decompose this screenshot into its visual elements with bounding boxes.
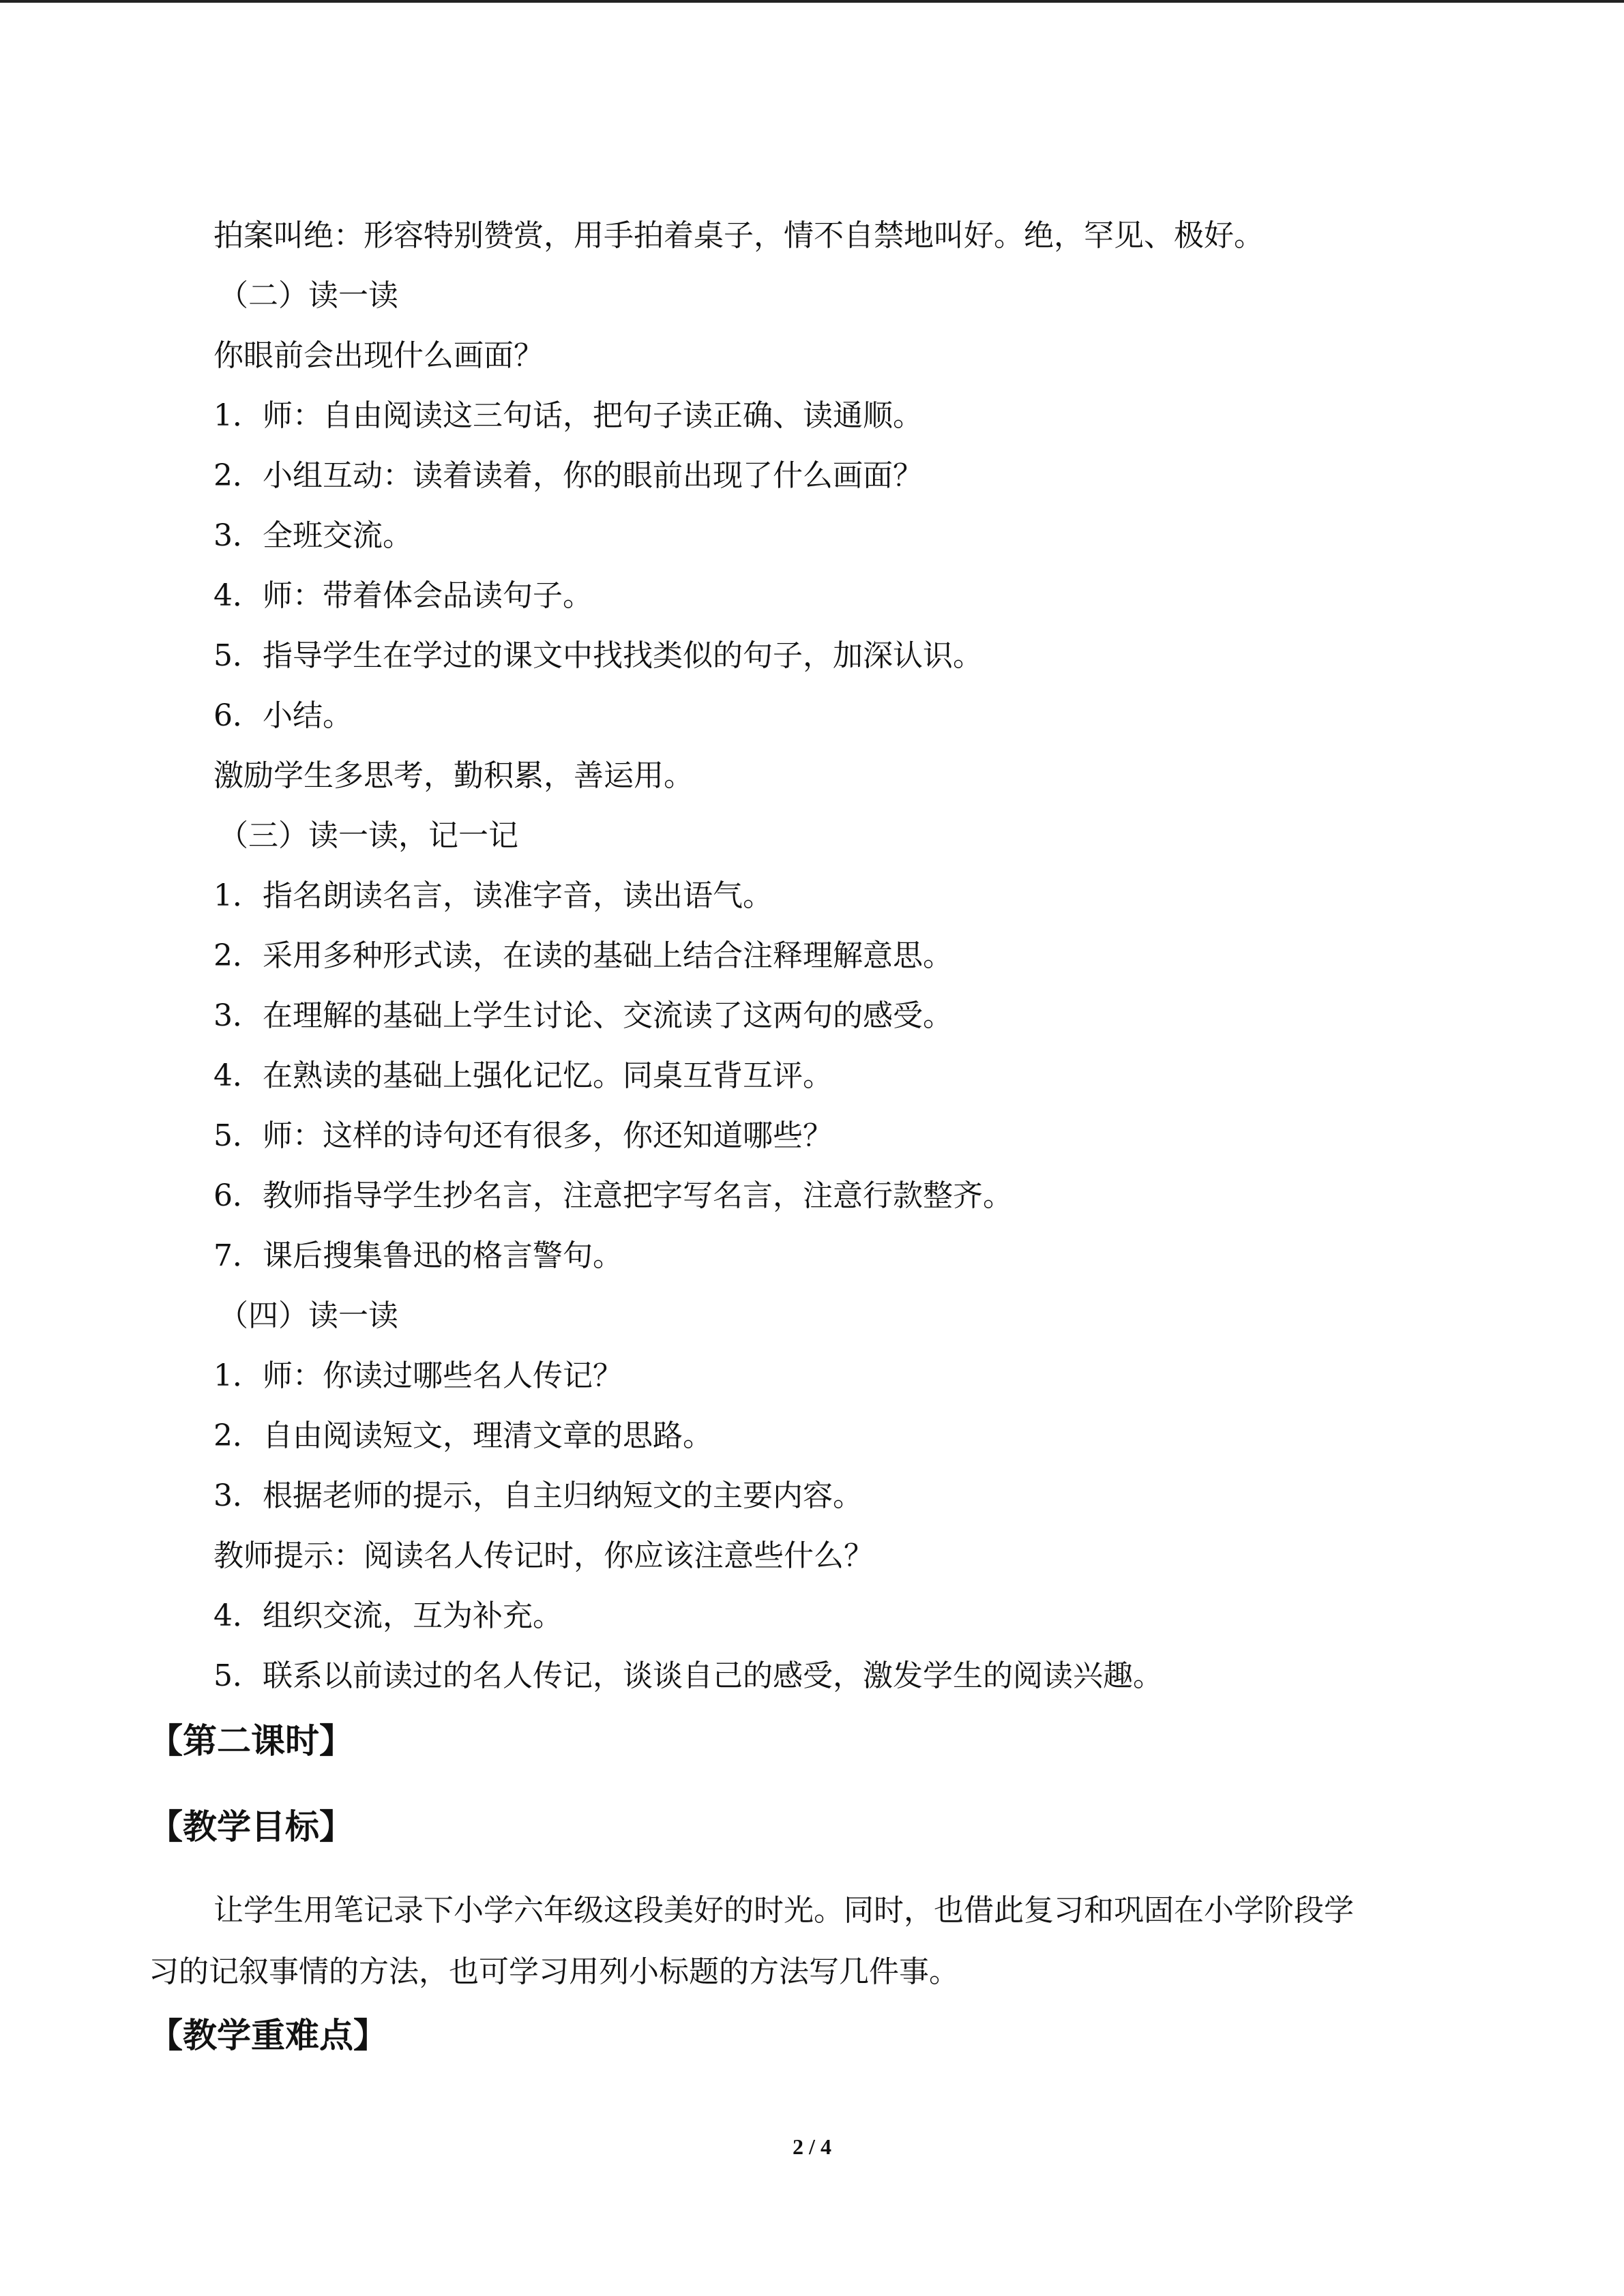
list-item: 2．自由阅读短文，理清文章的思路。: [213, 1418, 713, 1453]
list-item: 1．师：你读过哪些名人传记？: [213, 1358, 623, 1393]
list-item: 5．联系以前读过的名人传记，谈谈自己的感受，激发学生的阅读兴趣。: [213, 1658, 1163, 1693]
list-item: 5．指导学生在学过的课文中找找类似的句子，加深认识。: [213, 638, 983, 673]
list-item: 3．根据老师的提示，自主归纳短文的主要内容。: [213, 1478, 863, 1513]
text-line: 教师提示：阅读名人传记时，你应该注意些什么？: [213, 1538, 874, 1573]
list-item: 4．师：带着体会品读句子。: [213, 578, 593, 613]
subsection-heading: （四）读一读: [218, 1298, 398, 1333]
list-item: 6．小结。: [213, 698, 353, 733]
objectives-paragraph-line-1: 让学生用笔记录下小学六年级这段美好的时光。同时，也借此复习和巩固在小学阶段学: [213, 1893, 1354, 1928]
top-border: [0, 0, 1624, 3]
list-item: 4．组织交流，互为补充。: [213, 1598, 563, 1633]
heading-key-points: 【教学重难点】: [149, 2016, 387, 2055]
heading-objectives: 【教学目标】: [149, 1807, 353, 1847]
list-item: 3．全班交流。: [213, 518, 413, 553]
page-number: 2 / 4: [793, 2134, 831, 2159]
list-item: 3．在理解的基础上学生讨论、交流读了这两句的感受。: [213, 998, 953, 1033]
subsection-heading: （二）读一读: [218, 278, 398, 313]
list-item: 1．指名朗读名言，读准字音，读出语气。: [213, 878, 773, 913]
list-item: 1．师：自由阅读这三句话，把句子读正确、读通顺。: [213, 398, 923, 433]
list-item: 2．小组互动：读着读着，你的眼前出现了什么画面？: [213, 458, 923, 493]
objectives-paragraph-line-2: 习的记叙事情的方法，也可学习用列小标题的方法写几件事。: [149, 1954, 959, 1989]
text-line: 激励学生多思考，勤积累，善运用。: [213, 758, 694, 793]
list-item: 5．师：这样的诗句还有很多，你还知道哪些？: [213, 1118, 833, 1153]
text-line: 拍案叫绝：形容特别赞赏，用手拍着桌子，情不自禁地叫好。绝，罕见、极好。: [213, 218, 1264, 253]
subsection-heading: （三）读一读，记一记: [218, 818, 518, 853]
heading-lesson: 【第二课时】: [149, 1721, 353, 1761]
list-item: 7．课后搜集鲁迅的格言警句。: [213, 1238, 623, 1273]
list-item: 4．在熟读的基础上强化记忆。同桌互背互评。: [213, 1058, 833, 1093]
text-line: 你眼前会出现什么画面？: [213, 338, 544, 373]
list-item: 6．教师指导学生抄名言，注意把字写名言，注意行款整齐。: [213, 1178, 1013, 1213]
list-item: 2．采用多种形式读，在读的基础上结合注释理解意思。: [213, 938, 953, 973]
